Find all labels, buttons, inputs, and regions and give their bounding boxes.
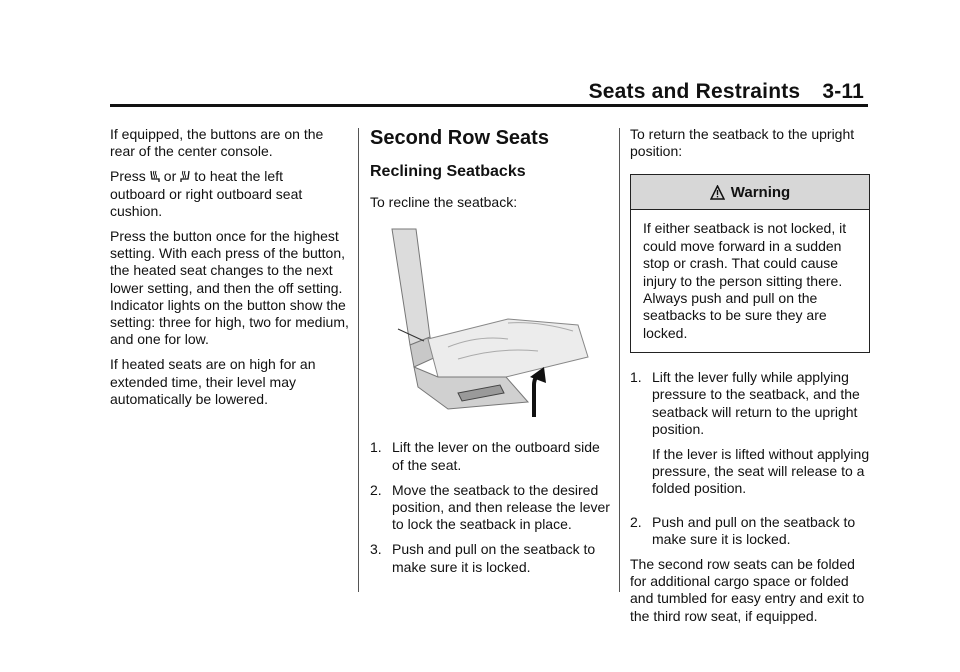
- fold-tumble-note: The second row seats can be folded for additional cargo space or folded and tumbled for easy entry and exit to the third row seat, if equipped.: [630, 556, 865, 624]
- column-middle: [370, 126, 612, 584]
- upright-intro: To return the seatback to the upright position:: [630, 126, 855, 160]
- warning-title: Warning: [730, 183, 791, 201]
- header-rule: [110, 104, 868, 107]
- subsection-heading: Reclining Seatbacks: [370, 163, 526, 180]
- page-number: 3-11: [822, 80, 864, 103]
- warning-header: [631, 175, 869, 210]
- heated-seat-right-icon: [179, 170, 191, 184]
- press-word: Press: [110, 168, 146, 185]
- or-word: or: [163, 168, 177, 185]
- list-item: 1. Lift the lever fully while applying pressure to the seatback, and the seatback will return to the upright position. If the lever is lifted without applying pressure, the seat will release to a folded position.: [630, 369, 870, 497]
- column-divider-right: [619, 128, 620, 592]
- step-text: Lift the lever fully while applying pressure to the seatback, and the seatback will return to the upright position.: [652, 369, 860, 437]
- warning-text: If either seatback is not locked, it could move forward in a sudden stop or crash. That could cause injury to the person sitting there. Always push and pull on the seatbacks to be sure they are locked.: [643, 220, 847, 341]
- recline-steps: [370, 439, 612, 575]
- step-note: If the lever is lifted without applying pressure, the seat will release to a folded position.: [652, 446, 870, 497]
- seat-recline-illustration: [388, 227, 593, 425]
- list-item: 3. Push and pull on the seatback to make sure it is locked.: [370, 541, 596, 575]
- paragraph-cushion: outboard or right outboard seat cushion.: [110, 185, 303, 219]
- page-header: [589, 80, 864, 104]
- recline-intro: To recline the seatback:: [370, 194, 518, 210]
- press-rest: to heat the left: [194, 168, 283, 185]
- paragraph-buttons-location: If equipped, the buttons are on the rear of the center console.: [110, 126, 324, 160]
- press-instruction-line: [110, 168, 352, 185]
- list-item: 1. Lift the lever on the outboard side of the seat.: [370, 439, 600, 473]
- upright-steps: [630, 369, 870, 548]
- paragraph-auto-lower: If heated seats are on high for an extended time, their level may automatically be lowered.: [110, 356, 316, 407]
- column-divider-left: [358, 128, 359, 592]
- paragraph-settings: Press the button once for the highest setting. With each press of the button, the heated seat changes to the next lower setting, and then the off setting. Indicator lights on the button show the setting: three for high, two for medium, and one for low.: [110, 228, 349, 348]
- warning-box: [630, 174, 870, 353]
- warning-icon: [710, 185, 725, 200]
- section-title: Seats and Restraints: [588, 80, 801, 103]
- list-item: 2. Push and pull on the seatback to make sure it is locked.: [630, 513, 856, 547]
- heated-seat-left-icon: [149, 170, 161, 184]
- column-right: [630, 126, 870, 633]
- column-left: [110, 126, 352, 416]
- list-item: 2. Move the seatback to the desired position, and then release the lever to lock the seatback in place.: [370, 481, 610, 533]
- section-heading: Second Row Seats: [370, 127, 549, 149]
